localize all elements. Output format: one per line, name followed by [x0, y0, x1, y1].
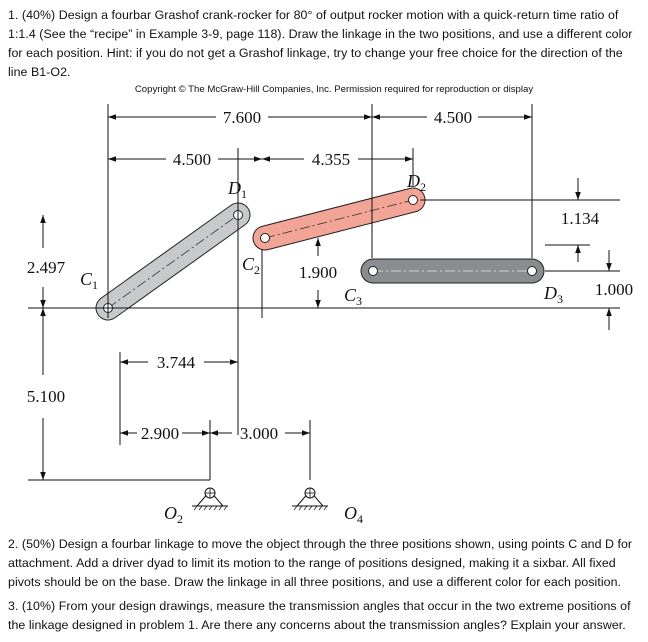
copyright-notice: Copyright © The McGraw-Hill Companies, Inc. Permission required for reproduction or display	[134, 84, 534, 95]
dim-2497: 2.497	[26, 258, 66, 277]
problem-2-text: 2. (50%) Design a fourbar linkage to move the object through the three positions shown, using points C and D for attachment. Add a driver dyad to limit its motion to the range of positions designed, making it a sixbar. All fixed pivots should be on the base. Draw the linkage in all three positions, and use a different color for each position.	[8, 537, 633, 589]
dim-4355: 4.355	[311, 150, 351, 169]
coupler-position-2	[261, 196, 418, 243]
dim-3744: 3.744	[156, 353, 196, 372]
dim-1900: 1.900	[298, 263, 338, 282]
label-O2: $O_2$	[164, 503, 183, 526]
coupler-position-1	[104, 211, 243, 313]
dim-7600: 7.600	[222, 108, 262, 127]
dim-3000: 3.000	[239, 424, 279, 443]
label-D2: $D_2$	[407, 171, 426, 194]
dim-2900: 2.900	[140, 424, 180, 443]
label-D1: $D_1$	[228, 178, 247, 201]
dim-4500-mid: 4.500	[172, 150, 212, 169]
dim-4500-top: 4.500	[433, 108, 473, 127]
problem-1-text: 1. (40%) Design a fourbar Grashof crank-rocker for 80° of output rocker motion with a quick-return time ratio of 1:1.4 (See the “recipe” in Example 3-9, page 118). Draw the linkage in the two positions, and use a different color for each position. Hint: if you do not get a Grashof linkage, try to change your free choice for the direction of the line B1-O2.	[8, 8, 633, 79]
dim-5100: 5.100	[26, 387, 66, 406]
label-D3: $D_3$	[544, 283, 563, 306]
problem-3-text: 3. (10%) From your design drawings, measure the transmission angles that occur in the two extreme positions of the linkage designed in problem 1. Are there any concerns about the transmission angles? Explain your answer.	[8, 599, 631, 632]
label-C1: $C_1$	[80, 269, 99, 292]
dim-1000: 1.000	[594, 280, 634, 299]
label-C2: $C_2$	[242, 254, 261, 277]
label-C3: $C_3$	[344, 285, 363, 308]
ground-pivot-O4	[292, 488, 328, 510]
coupler-position-3	[369, 267, 537, 276]
label-O4: $O_4$	[344, 503, 363, 526]
ground-pivot-O2	[192, 488, 228, 510]
dim-1134: 1.134	[560, 209, 600, 228]
